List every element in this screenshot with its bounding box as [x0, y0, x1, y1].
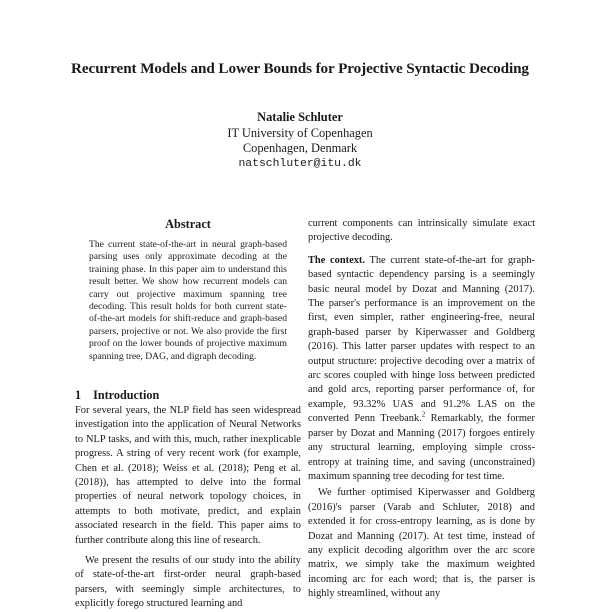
right-column-body	[308, 217, 535, 602]
author-name: Natalie Schluter	[257, 110, 343, 124]
abstract-heading: Abstract	[165, 217, 211, 231]
author-email: natschluter@itu.dk	[238, 157, 362, 170]
footnote-marker[interactable]: 2	[421, 410, 426, 419]
abstract-text: The current state-of-the-art in neural graph-based parsing uses only approximate decoding at the training phase. In this paper aim to understand this result better. We show how recurrent models can carry out projective maximum spanning tree decoding. This result holds for both current state-of-the-art models for shift-reduce and graph-based parsers, projective or not. We also provide the first proof on the lower bounds of projective maximum spanning tree, DAG, and digraph decoding.	[89, 239, 287, 362]
context-text-cont: Remarkably, the former parser by Dozat and Manning (2017) forgoes entirely any structural learning, employing simple cross-entropy at training time, and saving (unconstrained) maximum spanning tree decoding for test time.	[308, 413, 535, 482]
context-paragraph	[308, 254, 535, 485]
author-block	[0, 110, 600, 172]
author-location: Copenhagen, Denmark	[242, 141, 358, 155]
section-heading-introduction	[75, 388, 159, 403]
author-affiliation: IT University of Copenhagen	[227, 125, 373, 140]
intro-paragraph-1: For several years, the NLP field has seen widespread investigation into the application of Neural Networks to NLP tasks, and with this, much, rather inexplicable progress. A string of very recent work (for example, Chen et al. (2018); Weiss et al. (2018); Peng et al. (2018)), has attempted to delve into the formal properties of neural network topology choices, in attempts to both motivate, predict, and explain associated research in the field. This paper aims to further contribute along this line of research.	[75, 405, 301, 546]
right-paragraph-2: We further optimised Kiperwasser and Goldberg (2016)'s parser (Varab and Schluter, 2018) and extended it for cross-entropy learning, as is done by Dozat and Manning (2017). At test time, instead of any explicit decoding algorithm over the arc score matrix, we simply take the maximum weighted incoming arc for each word; that is, the parser is highly streamlined, without any	[308, 487, 535, 600]
section-number: 1	[75, 388, 82, 402]
section-title: Introduction	[93, 388, 160, 402]
context-text: The current state-of-the-art for graph-based syntactic dependency parsing is a seemingly basic neural model by Dozat and Manning (2017). The parser's performance is an improvement on the first, even simpler, rather engineering-free, neural graph-based parser by Kiperwasser and Goldberg (2016). This latter parser updates with respect to an output structure: projective decoding over a matrix of arc scores coupled with hinge loss between predicted and gold arcs, reporting parser performance of, for example, 93.32% UAS and 91.2% LAS on the converted Penn Treebank.	[308, 254, 535, 425]
paper-title: Recurrent Models and Lower Bounds for Projective Syntactic Decoding	[71, 60, 529, 77]
left-column-body	[75, 404, 301, 612]
intro-paragraph-2: We present the results of our study into the ability of state-of-the-art first-order neural graph-based parsers, with seemingly simple architectures, to explicitly forego structured learning and	[75, 555, 301, 610]
right-continuation: current components can intrinsically simulate exact projective decoding.	[308, 218, 535, 244]
context-run-in-heading: The context.	[308, 254, 365, 266]
